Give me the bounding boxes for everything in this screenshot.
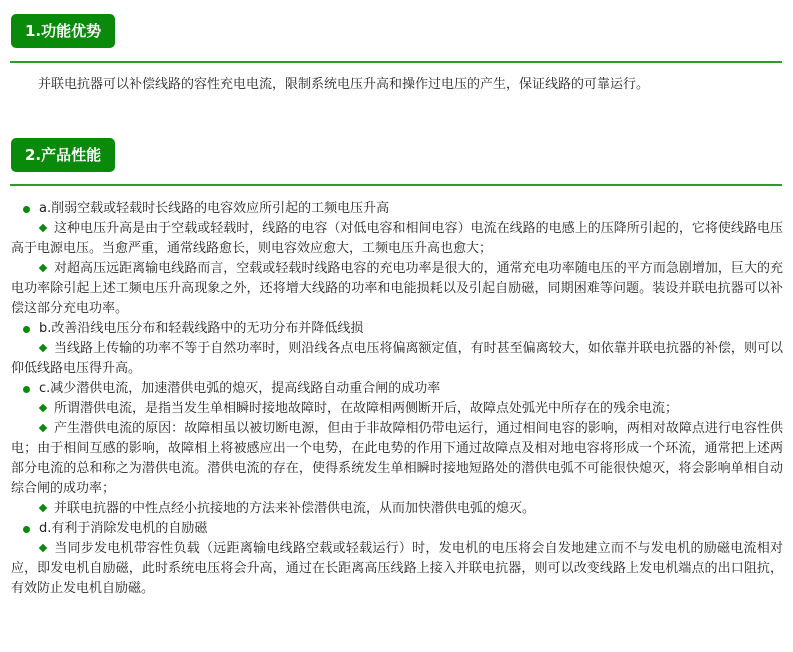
section2-content [11, 199, 783, 599]
diamond-icon [39, 224, 47, 232]
list-item-text: d.有利于消除发电机的自励磁 [39, 521, 208, 536]
list-item-text: b.改善沿线电压分布和轻载线路中的无功分布并降低线损 [39, 321, 364, 336]
list-item [11, 499, 783, 519]
list-item [11, 319, 783, 339]
list-item [11, 259, 783, 319]
diamond-icon [39, 544, 47, 552]
list-item [11, 519, 783, 539]
diamond-icon [39, 424, 47, 432]
list-item-text: 产生潜供电流的原因：故障相虽以被切断电源，但由于非故障相仍带电运行，通过相间电容的影响，两相对故障点进行电容性供电；由于相间互感的影响，故障相上将被感应出一个电势，在此电势的作用下通过故障点及相对地电容将形成一个环流，通常把上述两部分电流的总和称之为潜供电流。潜供电流的存在，使得系统发生单相瞬时接地短路处的潜供电弧不可能很快熄灭，将会影响单相自动综合闸的成功率； [11, 421, 783, 496]
diamond-icon [39, 404, 47, 412]
diamond-icon [39, 504, 47, 512]
list-item [11, 199, 783, 219]
list-item-text: 当线路上传输的功率不等于自然功率时，则沿线各点电压将偏离额定值，有时甚至偏离较大，如依靠并联电抗器的补偿，则可以仰低线路电压得升高。 [11, 341, 783, 376]
list-item [11, 419, 783, 499]
list-item [11, 339, 783, 379]
section1-text: 并联电抗器可以补偿线路的容性充电电流，限制系统电压升高和操作过电压的产生，保证线路的可靠运行。 [38, 77, 650, 92]
list-item-text: 所谓潜供电流，是指当发生单相瞬时接地故障时，在故障相两侧断开后，故障点处弧光中所存在的残余电流； [54, 401, 679, 416]
diamond-icon [39, 344, 47, 352]
list-item [11, 379, 783, 399]
section1-heading: 1.功能优势 [11, 14, 115, 48]
list-item-text: c.减少潜供电流，加速潜供电弧的熄灭，提高线路自动重合闸的成功率 [39, 381, 441, 396]
list-item [11, 219, 783, 259]
list-item-text: 并联电抗器的中性点经小抗接地的方法来补偿潜供电流，从而加快潜供电弧的熄灭。 [54, 501, 536, 516]
list-item-text: 这种电压升高是由于空载或轻载时，线路的电容（对低电容和相间电容）电流在线路的电感上的压降所引起的，它将使线路电压高于电源电压。当愈严重，通常线路愈长，则电容效应愈大，工频电压升高也愈大； [11, 221, 783, 256]
list-item-text: a.削弱空载或轻载时长线路的电容效应所引起的工频电压升高 [39, 201, 390, 216]
diamond-icon [39, 264, 47, 272]
list-item [11, 539, 783, 599]
bullet-dot-icon [23, 526, 30, 533]
bullet-dot-icon [23, 326, 30, 333]
section1-divider [10, 61, 782, 63]
list-item-text: 当同步发电机带容性负载（远距离输电线路空载或轻载运行）时，发电机的电压将会自发地建立而不与发电机的励磁电流相对应，即发电机自励磁，此时系统电压将会升高，通过在长距离高压线路上接入并联电抗器，则可以改变线路上发电机端点的出口阻抗，有效防止发电机自励磁。 [11, 541, 783, 596]
list-item [11, 399, 783, 419]
section2-divider [10, 184, 782, 186]
list-item-text: 对超高压远距离输电线路而言，空载或轻载时线路电容的充电功率是很大的，通常充电功率随电压的平方而急剧增加，巨大的充电功率除引起上述工频电压升高现象之外，还将增大线路的功率和电能损耗以及引起自励磁，同期困难等问题。装设并联电抗器可以补偿这部分充电功率。 [11, 261, 783, 316]
bullet-dot-icon [23, 386, 30, 393]
bullet-dot-icon [23, 206, 30, 213]
section2-heading: 2.产品性能 [11, 138, 115, 172]
